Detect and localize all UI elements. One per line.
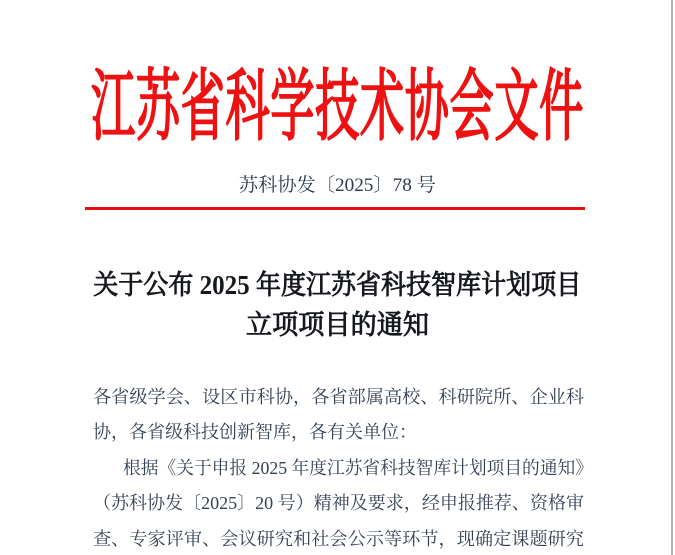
document-number: 苏科协发〔2025〕78 号: [238, 175, 436, 196]
body-line: [93, 378, 593, 414]
body-line-text: 查、专家评审、会议研究和社会公示等环节，现确定课题研究: [93, 528, 584, 549]
letterhead-banner: [0, 58, 675, 150]
body-line: [93, 449, 593, 485]
body-line: [93, 414, 593, 450]
notice-title: [0, 262, 675, 342]
letterhead-title: 江苏省科学技术协会文件: [91, 63, 585, 150]
notice-title-line2: 立项项目的通知: [246, 309, 429, 340]
body-line-text: （苏科协发〔2025〕20 号）精神及要求，经申报推荐、资格审: [93, 493, 584, 514]
notice-title-line2-row: [0, 302, 675, 342]
body-line-text: 根据《关于申报 2025 年度江苏省科技智库计划项目的通知》: [123, 457, 593, 478]
body-line-text: 各省级学会、设区市科协，各省部属高校、科研院所、企业科: [93, 386, 584, 407]
body-line: [93, 485, 593, 521]
notice-body: [93, 378, 593, 555]
body-line: [93, 520, 593, 555]
body-line-text: 协，各省级科技创新智库，各有关单位：: [93, 422, 417, 443]
page-edge-line: [671, 0, 673, 555]
notice-title-line1: 关于公布 2025 年度江苏省科技智库计划项目: [93, 269, 582, 300]
document-number-row: [0, 170, 675, 197]
red-divider-rule: [85, 207, 585, 210]
notice-title-line1-row: [0, 262, 675, 302]
